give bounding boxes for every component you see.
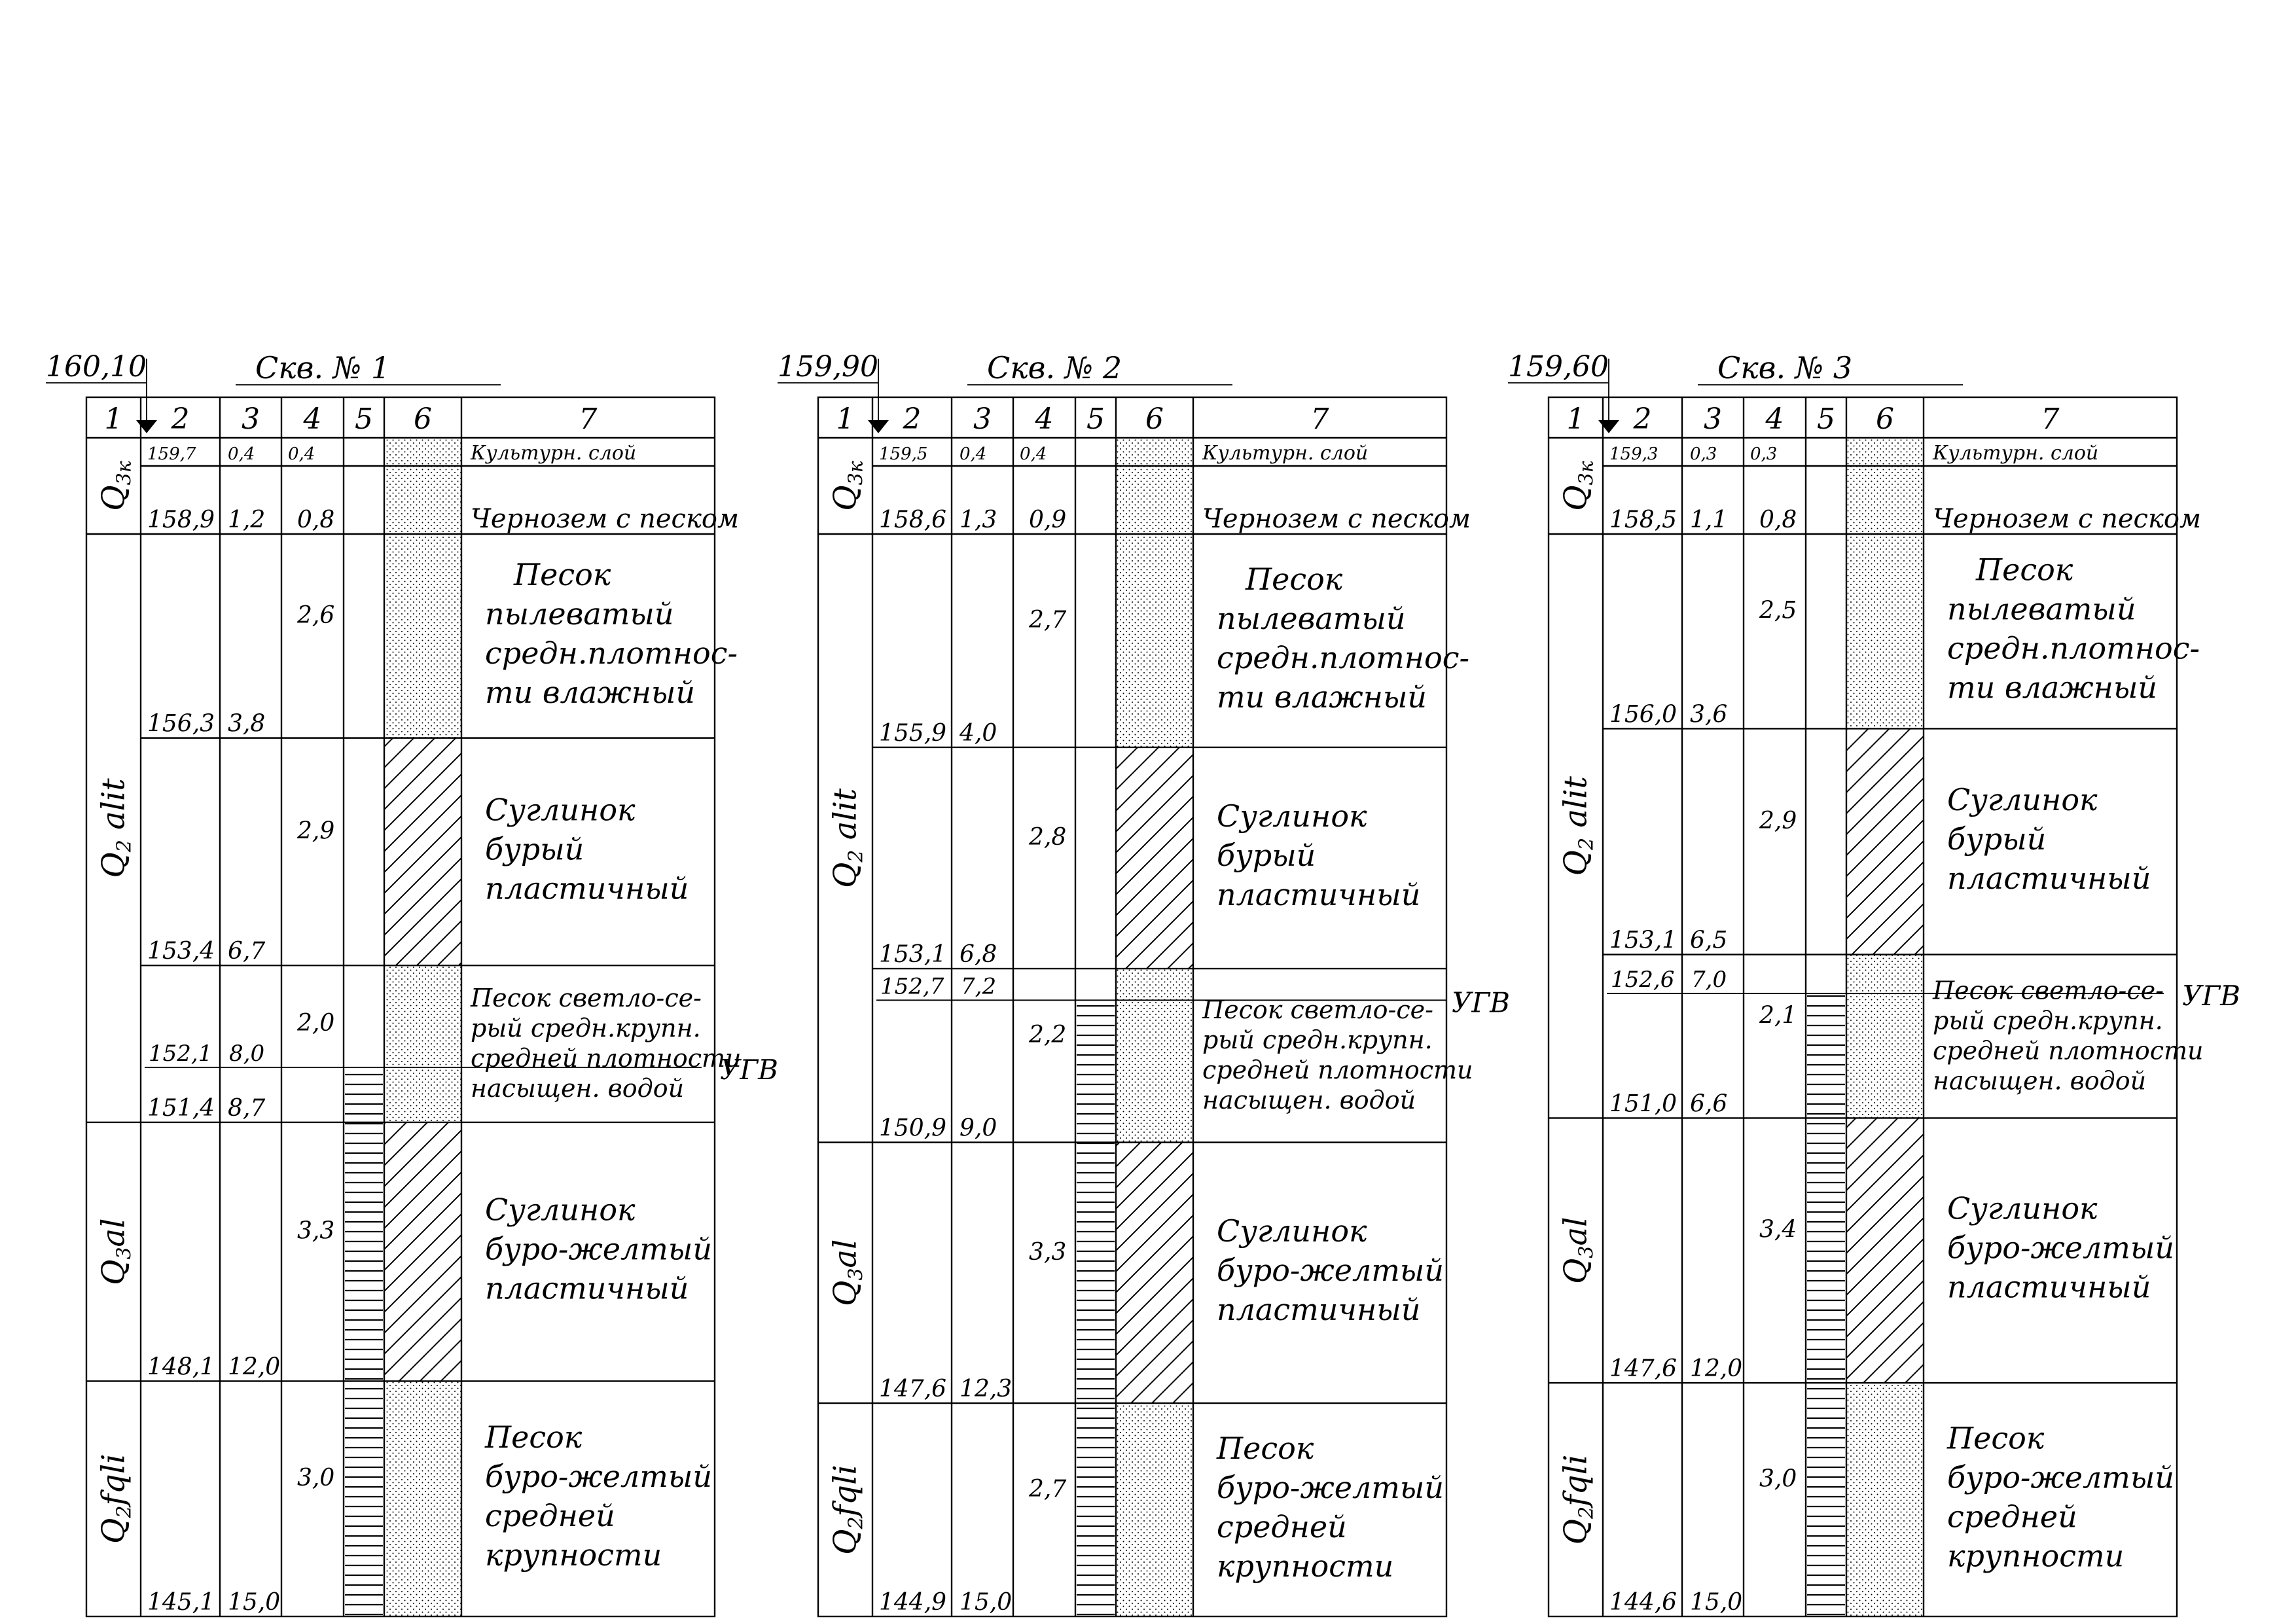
layer-description [470,442,636,465]
layer-bottom-depth: 6,7 [228,938,266,965]
layer-thickness: 2,7 [1029,606,1067,633]
layer-description [1216,1431,1444,1584]
description-line: буро-желтый [1947,1459,2174,1495]
layer-bottom-elevation: 153,1 [879,941,947,969]
layer-bottom-depth: 1,3 [960,507,997,533]
groundwater-column [1807,993,1845,1616]
borehole-title: Скв. № 2 [987,350,1122,385]
stratigraphic-index: $Q_3al$ [1557,1217,1598,1284]
layer-thickness: 0,4 [1020,444,1047,464]
lithology-pattern-sand [1116,466,1193,534]
lithology-pattern-loam [1846,728,1924,954]
lithology-pattern-sand [1116,438,1193,466]
mouth-arrow-icon [1598,420,1619,433]
description-line: ти влажный [1217,679,1427,715]
column-header-7: 7 [579,402,598,436]
groundwater-column [345,1067,383,1616]
layer-description [471,504,739,534]
layer-description [485,557,738,710]
layer-bottom-elevation: 156,3 [147,710,215,738]
layer-description [1932,976,2204,1096]
layer-bottom-depth: 9,0 [960,1115,997,1142]
stratigraphic-index: $Q_3al$ [95,1218,136,1285]
layer-bottom-elevation: 158,9 [147,507,215,533]
layer-bottom-depth: 0,3 [1690,444,1717,464]
description-line: пылеватый [1947,591,2136,627]
groundwater-column [1077,1000,1115,1616]
layer-bottom-elevation: 148,1 [147,1353,215,1381]
layer-bottom-elevation: 158,5 [1609,507,1677,533]
stratigraphic-index: $Q_2fqli$ [827,1465,868,1555]
borehole-log-1 [46,350,778,1616]
description-line: средней плотности [471,1044,742,1073]
description-line: средней плотности [1202,1055,1473,1084]
description-line: Суглинок [485,792,636,828]
column-header-4: 4 [1765,402,1784,436]
column-header-7: 7 [1310,402,1329,436]
layer-thickness: 3,4 [1759,1216,1797,1243]
layer-bottom-depth: 0,4 [960,444,987,464]
description-line: Песок [1246,561,1343,597]
layer-thickness: 0,9 [1029,507,1067,533]
lithology-pattern-loam [384,738,461,966]
description-line: насыщен. водой [1202,1085,1416,1115]
water-level-depth: 7,0 [1691,967,1727,993]
stratigraphic-index: $Q_3al$ [827,1239,868,1307]
column-header-6: 6 [414,402,432,436]
layer-thickness: 0,4 [288,444,315,464]
description-line: буро-желтый [1947,1230,2174,1266]
description-line: Чернозем с песком [471,504,740,534]
column-header-1: 1 [836,402,855,436]
description-line: насыщен. водой [1933,1066,2147,1096]
description-line: буро-желтый [1217,1252,1444,1288]
layer-thickness: 2,7 [1029,1476,1067,1503]
description-line: средней [485,1498,615,1534]
layer-description [1217,562,1469,715]
water-level-depth: 8,0 [229,1041,265,1067]
description-line: пластичный [1217,876,1421,912]
lithology-pattern-sand [1846,466,1924,534]
water-level-label: УГВ [1452,986,1511,1019]
column-header-3: 3 [242,402,260,436]
layer-bottom-elevation: 153,1 [1609,927,1677,954]
layer-thickness: 2,6 [297,601,335,629]
layer-bottom-elevation: 147,6 [879,1376,947,1403]
lithology-pattern-sand [1846,438,1924,466]
description-line: пластичный [485,870,689,906]
description-line: рый средн.крупн. [1933,1006,2163,1035]
description-line: пылеватый [485,596,674,632]
lithology-pattern-loam [1846,1118,1924,1383]
mouth-arrow-icon [868,420,889,433]
layer-bottom-elevation: 156,0 [1609,701,1677,728]
column-header-5: 5 [1817,402,1835,436]
description-line: Культурн. слой [471,442,637,465]
lithology-pattern-sand [1116,1403,1193,1616]
description-line: средн.плотнос- [1947,630,2200,666]
column-header-1: 1 [1566,402,1585,436]
description-line: средней [1947,1499,2077,1535]
description-line: Песок светло-се- [1933,976,2164,1005]
layer-thickness: 0,8 [297,507,335,533]
stratigraphic-index: $Q_2fqli$ [1557,1454,1598,1545]
mouth-arrow-icon [136,420,157,433]
layer-description [1947,782,2151,896]
layer-bottom-depth: 3,8 [228,710,266,738]
lithology-pattern-sand [1846,534,1924,728]
column-header-7: 7 [2041,402,2060,436]
layer-bottom-depth: 1,2 [228,507,266,533]
description-line: Песок [1976,552,2073,588]
borehole-logs [46,350,2240,1616]
column-header-6: 6 [1145,402,1164,436]
layer-thickness: 2,9 [297,817,335,845]
mouth-elevation: 160,10 [46,350,147,383]
layer-description [1202,504,1471,534]
column-header-6: 6 [1876,402,1894,436]
description-line: пластичный [485,1270,689,1306]
water-level-label: УГВ [720,1054,779,1086]
layer-description [485,1192,712,1306]
layer-bottom-elevation: 159,5 [879,444,928,464]
description-line: Суглинок [1947,1190,2098,1226]
description-line: Суглинок [1947,782,2098,818]
description-line: Культурн. слой [1202,442,1369,465]
layer-bottom-depth: 4,0 [960,719,997,747]
layer-bottom-elevation: 155,9 [879,719,947,747]
borehole-title: Скв. № 3 [1717,350,1853,385]
layer-bottom-depth: 6,6 [1690,1090,1728,1118]
layer-bottom-elevation: 150,9 [879,1115,947,1142]
description-line: крупности [1217,1548,1394,1584]
description-line: Культурн. слой [1933,442,2099,465]
column-header-2: 2 [1633,402,1652,436]
layer-description [1933,504,2201,534]
layer-description [1946,1421,2174,1574]
description-line: пластичный [1947,1269,2151,1305]
layer-bottom-elevation: 151,0 [1609,1090,1677,1118]
layer-bottom-depth: 8,7 [228,1094,266,1122]
lithology-pattern-sand [384,438,461,466]
description-line: Чернозем с песком [1933,504,2202,534]
layer-bottom-depth: 6,8 [960,941,997,969]
description-line: Песок [1217,1431,1314,1467]
lithology-pattern-sand [1116,534,1193,747]
layer-bottom-elevation: 144,6 [1609,1589,1677,1616]
description-line: бурый [485,831,584,867]
layer-thickness: 3,0 [297,1465,335,1492]
description-line: Песок [514,556,611,592]
description-line: пластичный [1217,1291,1421,1327]
water-level-elevation: 152,7 [880,973,944,1000]
stratigraphic-index: $Q_2$ alit [95,778,136,878]
layer-description [1202,995,1473,1115]
water-level-elevation: 152,6 [1611,967,1675,993]
layer-bottom-depth: 12,0 [228,1353,281,1381]
layer-description [485,792,689,906]
column-header-2: 2 [171,402,190,436]
layer-bottom-depth: 15,0 [228,1589,281,1616]
description-line: рый средн.крупн. [1202,1025,1433,1054]
description-line: средн.плотнос- [485,635,738,671]
description-line: крупности [1947,1538,2125,1574]
layer-bottom-depth: 3,6 [1690,701,1728,728]
borehole-title: Скв. № 1 [255,350,391,385]
description-line: буро-желтый [1217,1470,1444,1506]
layer-bottom-elevation: 159,7 [147,444,196,464]
column-header-5: 5 [1086,402,1105,436]
layer-bottom-elevation: 159,3 [1609,444,1659,464]
lithology-pattern-loam [1116,747,1193,969]
description-line: Суглинок [485,1192,636,1228]
stratigraphic-index: $Q_2fqli$ [95,1454,136,1544]
lithology-pattern-sand [384,466,461,534]
description-line: пылеватый [1217,600,1406,636]
layer-thickness: 2,5 [1759,597,1797,624]
layer-thickness: 2,1 [1759,1002,1797,1029]
description-line: ти влажный [1947,669,2158,705]
stratigraphic-index: $Q_{3к}$ [1557,461,1598,511]
water-level-depth: 7,2 [961,973,997,1000]
layer-description [1947,552,2200,705]
stratigraphic-index: $Q_2$ alit [827,788,868,888]
layer-bottom-elevation: 158,6 [879,507,947,533]
stratigraphic-index: $Q_{3к}$ [95,461,136,511]
mouth-elevation: 159,90 [778,350,878,383]
layer-bottom-depth: 0,4 [228,444,255,464]
layer-bottom-depth: 15,0 [960,1589,1013,1616]
layer-description [470,984,742,1103]
column-header-2: 2 [903,402,922,436]
layer-thickness: 2,0 [297,1010,335,1037]
mouth-elevation: 159,60 [1508,350,1609,383]
layer-thickness: 3,0 [1759,1465,1797,1493]
layer-thickness: 3,3 [297,1217,335,1245]
borehole-log-3 [1508,350,2240,1616]
description-line: Суглинок [1217,1213,1367,1249]
lithology-pattern-sand [384,1381,461,1616]
lithology-pattern-sand [1116,969,1193,1143]
water-level-label: УГВ [2182,980,2241,1012]
stratigraphic-index: $Q_2$ alit [1557,776,1598,876]
layer-thickness: 2,2 [1029,1021,1067,1048]
layer-bottom-depth: 1,1 [1690,507,1728,533]
layer-bottom-depth: 12,0 [1690,1355,1743,1383]
layer-bottom-elevation: 153,4 [147,938,215,965]
layer-thickness: 2,8 [1029,823,1067,851]
layer-bottom-elevation: 145,1 [147,1589,215,1616]
description-line: Суглинок [1217,798,1367,834]
layer-description [1217,798,1420,912]
layer-thickness: 0,8 [1759,507,1797,533]
layer-thickness: 2,9 [1759,808,1797,835]
layer-description [1217,1213,1444,1327]
description-line: ти влажный [485,674,696,710]
layer-description [484,1419,712,1573]
description-line: буро-желтый [485,1231,712,1267]
description-line: средней плотности [1933,1036,2204,1065]
lithology-pattern-sand [384,534,461,738]
description-line: бурый [1217,837,1316,873]
layer-description [1947,1191,2174,1305]
layer-description [1932,442,2098,465]
column-header-4: 4 [1035,402,1054,436]
lithology-pattern-sand [384,965,461,1122]
description-line: бурый [1947,821,2047,857]
column-header-5: 5 [355,402,373,436]
description-line: Песок светло-се- [471,984,702,1013]
water-level-elevation: 152,1 [149,1041,213,1067]
lithology-pattern-sand [1846,955,1924,1118]
description-line: средней [1217,1509,1347,1545]
column-header-3: 3 [973,402,992,436]
lithology-pattern-loam [1116,1143,1193,1403]
column-header-3: 3 [1704,402,1722,436]
description-line: Песок [1947,1420,2045,1456]
description-line: пластичный [1947,861,2151,897]
layer-bottom-elevation: 144,9 [879,1589,947,1616]
column-header-4: 4 [303,402,322,436]
stratigraphic-index: $Q_{3к}$ [827,461,868,511]
layer-thickness: 0,3 [1750,444,1778,464]
description-line: буро-желтый [485,1459,712,1495]
description-line: насыщен. водой [471,1074,685,1103]
description-line: Чернозем с песком [1202,504,1471,534]
description-line: рый средн.крупн. [471,1014,701,1043]
layer-bottom-depth: 6,5 [1690,927,1728,954]
borehole-log-2 [778,350,1510,1616]
layer-bottom-elevation: 147,6 [1609,1355,1677,1383]
description-line: средн.плотнос- [1217,639,1470,675]
layer-thickness: 3,3 [1029,1238,1067,1266]
description-line: Песок [485,1419,583,1455]
lithology-pattern-sand [1846,1383,1924,1616]
description-line: Песок светло-се- [1202,995,1434,1024]
description-line: крупности [485,1537,662,1573]
layer-bottom-depth: 15,0 [1690,1589,1743,1616]
layer-bottom-elevation: 151,4 [147,1094,215,1122]
layer-bottom-depth: 12,3 [960,1376,1013,1403]
lithology-pattern-loam [384,1122,461,1382]
layer-description [1202,442,1368,465]
column-header-1: 1 [104,402,123,436]
